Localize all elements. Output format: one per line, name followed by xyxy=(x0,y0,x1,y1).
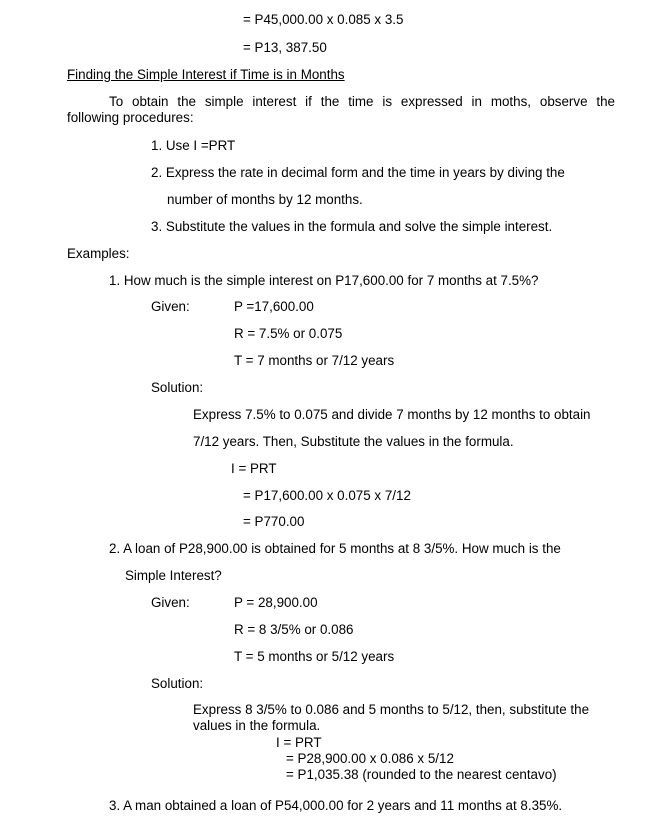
example-1-calc-2: = P770.00 xyxy=(243,514,305,529)
intro-line-2: following procedures: xyxy=(67,110,194,125)
example-1-given-r: R = 7.5% or 0.075 xyxy=(234,326,343,341)
example-1-calc-1: = P17,600.00 x 0.075 x 7/12 xyxy=(243,488,411,503)
intro-line-1: To obtain the simple interest if the time is expressed in moths, observe the xyxy=(109,94,615,109)
top-calc-line-1: = P45,000.00 x 0.085 x 3.5 xyxy=(243,12,404,27)
example-2-given-t: T = 5 months or 5/12 years xyxy=(234,649,395,664)
example-2-calc-1: = P28,900.00 x 0.086 x 5/12 xyxy=(286,751,454,766)
example-2-solution-label: Solution: xyxy=(151,676,204,691)
example-2-given-r: R = 8 3/5% or 0.086 xyxy=(234,622,354,637)
example-2-calc-2: = P1,035.38 (rounded to the nearest centavo) xyxy=(286,767,557,782)
example-2-given-p: P = 28,900.00 xyxy=(234,595,318,610)
example-1-explain-2: 7/12 years. Then, Substitute the values in the formula. xyxy=(193,434,514,449)
example-3-question: 3. A man obtained a loan of P54,000.00 for 2 years and 11 months at 8.35%. xyxy=(109,798,563,813)
procedure-step-3: 3. Substitute the values in the formula and solve the simple interest. xyxy=(151,219,553,234)
top-calc-line-2: = P13, 387.50 xyxy=(243,40,327,55)
example-1-question: 1. How much is the simple interest on P17,600.00 for 7 months at 7.5%? xyxy=(109,273,539,288)
example-1-explain-1: Express 7.5% to 0.075 and divide 7 months by 12 months to obtain xyxy=(193,407,591,422)
example-1-given-p: P =17,600.00 xyxy=(234,299,314,314)
examples-label: Examples: xyxy=(67,246,130,261)
example-2-question-2: Simple Interest? xyxy=(125,568,222,583)
example-2-explain-2: values in the formula. xyxy=(193,718,321,733)
example-1-given-t: T = 7 months or 7/12 years xyxy=(234,353,395,368)
section-heading: Finding the Simple Interest if Time is in Months xyxy=(67,67,345,82)
procedure-step-1: 1. Use I =PRT xyxy=(151,138,236,153)
example-2-explain-1: Express 8 3/5% to 0.086 and 5 months to 5/12, then, substitute the xyxy=(193,702,590,717)
example-1-solution-label: Solution: xyxy=(151,380,204,395)
procedure-step-2-cont: number of months by 12 months. xyxy=(167,192,363,207)
example-1-formula: I = PRT xyxy=(231,461,277,476)
procedure-step-2: 2. Express the rate in decimal form and the time in years by diving the xyxy=(151,165,565,180)
example-2-formula: I = PRT xyxy=(276,735,322,750)
example-1-given-label: Given: xyxy=(151,299,190,314)
example-2-given-label: Given: xyxy=(151,595,190,610)
example-2-question-1: 2. A loan of P28,900.00 is obtained for 5 months at 8 3/5%. How much is the xyxy=(109,541,561,556)
